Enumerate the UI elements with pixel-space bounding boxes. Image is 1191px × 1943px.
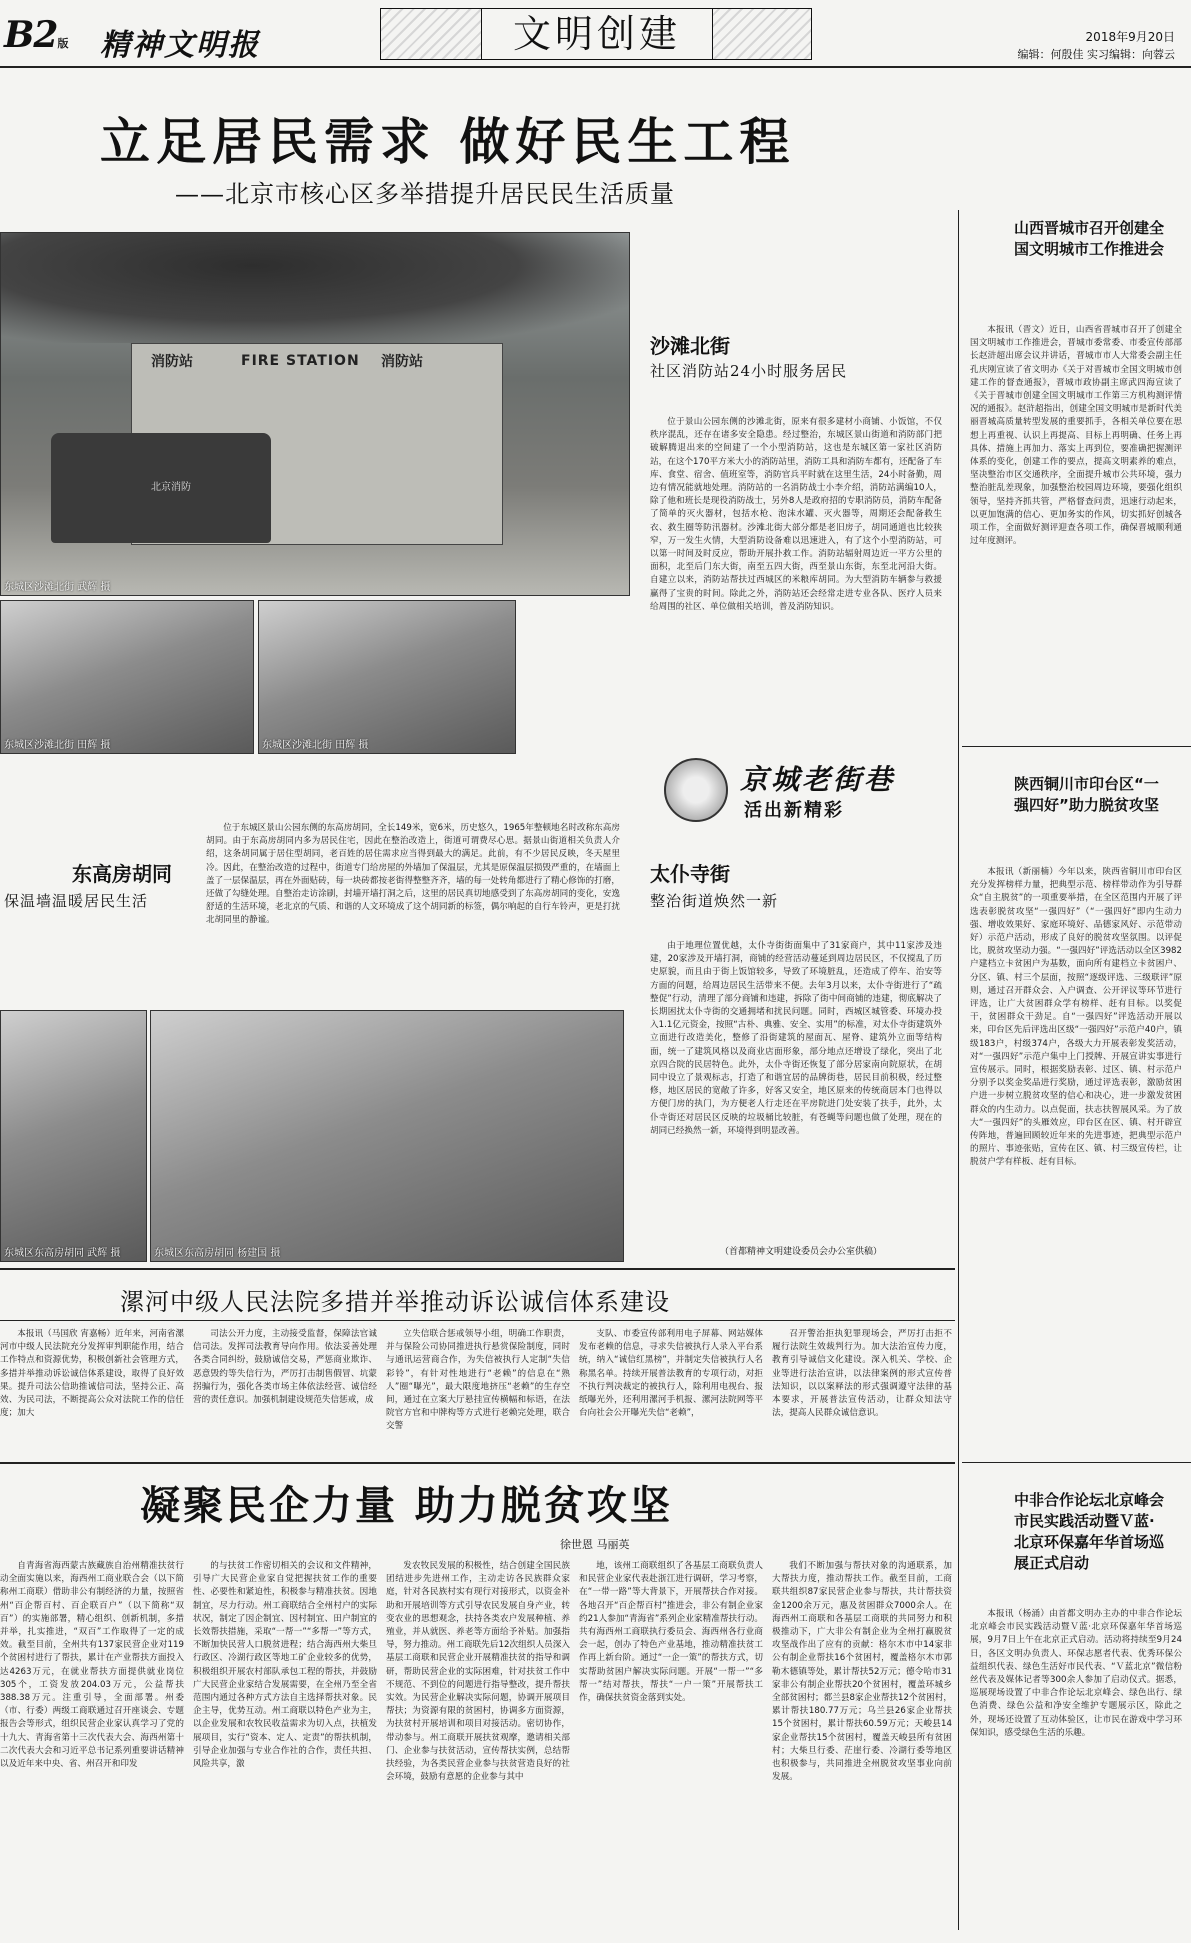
logo-subtitle: 活出新精彩 — [744, 800, 844, 821]
masthead-rule — [0, 66, 1191, 68]
logo-title: 京城老街巷 — [740, 763, 896, 796]
editors: 编辑：何殷佳 实习编辑：向蓉云 — [1017, 48, 1175, 61]
court-col-5: 召开警治拒执犯罪现场会，严厉打击拒不履行法院生效裁判行为。加大法治宣传力度，教育引导诚信文化建设。深入机关、学校、企业等进行法治宣讲，以法律案例的形式宣传普法知识，以以案释法的形式强调遵守法律的基本要求，开展普法宣传活动，让群众知法守法，提高人民群众诚信意识。 — [772, 1329, 952, 1419]
court-bottom-rule — [0, 1462, 955, 1464]
sidebar-divider — [958, 210, 959, 1930]
sidebar-title-2: 陕西铜川市印台区“一强四好”助力脱贫攻坚 — [1014, 775, 1159, 814]
court-headline-rule — [0, 1320, 955, 1321]
page-code: B2版 — [4, 14, 68, 56]
court-col-1: 本报讯（马国欣 宵嘉畅）近年来，河南省漯河市中级人民法院充分发挥审判职能作用，结合工作特点和资源优势，积极创新社会管理方式，多措并举推动诉讼诚信体系建设，取得了良好效果。提升司法公信助推诚信司法，坚持公正、高效、为民司法，不断提高公众对法院工作的信任度；加大 — [0, 1329, 184, 1419]
photo-caption: 东城区东高房胡同 杨建国 摄 — [154, 1248, 281, 1259]
poverty-col-1: 自青海省海西蒙古族藏族自治州精准扶贫行动全面实施以来，海西州工商业联合会（以下简称州工商联）借助非公有制经济的力量，按照省州“百企帮百村、百企联百户”（以下简称“双百”）的实施部署，精心组织、创新机制，多措并举，扎实推进，“双百”工作取得了一定的成效。截至目前，全州共有137家民营企业对119个贫困村进行了帮扶，累计在产业帮扶方面投入达4263万元，在就业帮扶方面提供就业岗位305个，工资发放204.03万元，公益帮扶388.38万元。注重引导，全面部署。州委（市、行委）两级工商联通过召开座谈会、专题报告会等形式，组织民营企业家认真学习了党的十九大、青海省第十三次代表大会、海西州第十二次代表大会和习近平总书记系列重要讲话精神以及近年来中央、省、州召开和印发 — [0, 1561, 184, 1770]
section-band — [380, 8, 812, 60]
tree-canopy — [1, 233, 629, 343]
story-donggaofang-body: 位于东城区景山公园东侧的东高房胡同，全长149米，宽6米，历史悠久，1965年整顿地名时改称东高房胡同。由于东高房胡同内多为居民住宅，因此在整治改造上，街道可谓费尽心思。据景山街道相关负责人介绍，这条胡同属于居住型胡同，老百姓的居住需求应当得到最大的满足。此前，有不少居民反映，冬天屋里冷。因此，在整治改造的过程中，街道专门给房屋的外墙加了保温层，尤其是原保温层损毁严重的，在墙面上盖了一层保温层，再在外面贴砖，每一块砖都按老街得整整齐齐，墙的每一处转角都进行了精心修饰的打磨，还做了勾缝处理。自整治走访涂刷，封墙开墙打洞之后，这里的居民真切地感受到了东高房胡同的变化，安逸舒适的生活环境，老北京的气质、和谐的人文环境成了这个胡同新的标签，偶尔响起的自行车铃声，更是打扰北胡同里的静谧。 — [206, 823, 620, 926]
poverty-byline: 徐世恩 马丽英 — [560, 1538, 630, 1551]
photo-caption: 东城区沙滩北街 武辉 摄 — [4, 582, 111, 593]
poverty-col-3: 发农牧民发展的积极性，结合创建全国民族团结进步先进州工作，主动走访各民族群众家庭，针对各民族村实有现行对接形式，以资金补助和开展培训等方式引导农民发展自身产业，转变农业的思想观念，扶持各类农户发展种植、养殖业，并从就医、养老等方面给予补贴。加强指导，努力推动。州工商联先后12次组织人员深入基层工商联和民营企业开展精准扶贫的指导和调研，帮助民营企业的实际困难，针对扶贫工作中不规范、不到位的问题进行指导整改，提升帮扶实效。为民营企业解决实际问题，协调开展项目帮扶；为资源有限的贫困村，协调多方面资源，为扶贫村开展培训和项目对接活动。密切协作，带动参与。州工商联开展扶贫观摩，邀请相关部门、企业参与扶贫活动，宣传帮扶实例，总结帮扶经验，为各类民营企业参与扶贫营造良好的社会环境，鼓励有意愿的企业参与其中 — [386, 1561, 570, 1783]
sidebar-body-1: 本报讯（晋文）近日，山西省晋城市召开了创建全国文明城市工作推进会，晋城市委常委、市委宣传部部长赵浒超出席会议并讲话，晋城市市人大常委会副主任孔庆刚宣读了省文明办《关于对晋城市全国文明城市创建工作的督查通报》，晋城市政协副主席武四海宣读了《关于晋城市创建全国文明城市工作第三方机构测评情况的通报》。赵浒超指出，创建全国文明城市是新时代美丽晋城高质量转型发展的重要抓手，各相关单位要在思想上再重视、认识上再提高、目标上再明确、任务上再具体、措施上再加力、落实上再到位，要准确把握测评体系的变化，创建工作的要点，提高文明素养的难点，坚决整治市区交通秩序，全面提升城市公共环境，强力整治脏乱差现象，加强整治校园周边环境，要强化组织领导，坚持齐抓共管，严格督查问责，迅速行动起来，以更加饱满的信心、更加务实的作风，切实抓好创城各项工作，全面做好测评迎查各项工作，确保晋城顺利通过年度测评。 — [970, 325, 1182, 547]
photo-shatan-3 — [258, 600, 516, 754]
sidebar-rule-2 — [962, 1462, 1191, 1463]
poverty-col-2: 的与扶贫工作密切相关的会议和文件精神，引导广大民营企业家自觉把握扶贫工作的重要性、必要性和紧迫性，积极参与精准扶贫。因地制宜，尽力行动。州工商联结合全州村户的实际状况，制定了因企制宜、因村制宜、田户制宜的长效帮扶措施，采取“一帮一”“多帮一”等方式，不断加快民营人口脱贫进程；结合海西州大柴旦行政区、冷湖行政区等地工矿企业较多的优势，积极组织开展农村部队承包工程的帮扶，并鼓励广大民营企业家结合发展需要，在全州乃至全省范围内通过各种方式方法自主选择帮扶对象。民企主导，优势互动。州工商联以特色产业为主，以企业发展和农牧民收益需求为切入点，扶植发展项目，实行“资本、定人、定责”的帮扶机制，引导企业加强与专业合作社的合作，责任共担、风险共享，激 — [193, 1561, 377, 1770]
truck-plate: 北京消防 — [151, 482, 191, 493]
poverty-headline: 凝聚民企力量 助力脱贫攻坚 — [140, 1483, 673, 1529]
photo-caption: 东城区沙滩北街 田辉 摄 — [262, 740, 369, 751]
laojiexiang-logo — [664, 758, 728, 822]
station-sign-en: FIRE STATION — [241, 353, 360, 369]
court-headline: 漯河中级人民法院多措并举推动诉讼诚信体系建设 — [120, 1288, 670, 1316]
story-taipusi-subtitle: 整治街道焕然一新 — [650, 892, 779, 910]
court-col-4: 支队、市委宣传部利用电子屏幕、网站媒体发布老赖的信息，寻求失信被执行人录入平台系统，纳入“诚信红黑榜”，并制定失信被执行人名称黑名单。持续开展普法教育的专项行动，对拒不执行判决裁定的被执行人，除利用电视台、报纸曝光外，还利用漯河手机报、漯河法院网等平台向社会公开曝光失信“老赖”， — [579, 1329, 763, 1419]
photo-caption: 东城区东高房胡同 武辉 摄 — [4, 1248, 121, 1259]
issue-date: 2018年9月20日 — [1085, 30, 1175, 44]
sidebar-title-3: 中非合作论坛北京峰会市民实践活动暨Ｖ蓝·北京环保嘉年华首场巡展正式启动 — [1014, 1491, 1165, 1572]
station-sign-right: 消防站 — [381, 354, 423, 370]
story-shatan-title: 沙滩北街 — [650, 334, 730, 358]
story-shatan-subtitle: 社区消防站24小时服务居民 — [650, 362, 848, 380]
poverty-col-5: 我们不断加强与帮扶对象的沟通联系，加大帮扶力度，推动帮扶工作。截至目前，工商联共组织87家民营企业参与帮扶，共计帮扶资金1200余万元，惠及贫困群众7000余人。在海西州工商联和各基层工商联的共同努力和积极推动下，广大非公有制企业为全州打赢脱贫攻坚战作出了应有的贡献：格尔木市中14家非公有制企业帮扶16个贫困村，覆盖格尔木市郭勒木德镇等处，累计帮扶52万元；德令哈市31家非公有制企业帮扶20个贫困村，覆盖环城乡全部贫困村；都兰县8家企业帮扶12个贫困村，累计帮扶180.77万元；乌兰县26家企业帮扶15个贫困村，累计帮扶60.59万元；天峻县14家企业帮扶15个贫困村，覆盖天峻县所有贫困村；大柴旦行委、茫崖行委、冷湖行委等地区也积极参与，共同推进全州脱贫攻坚事业向前发展。 — [772, 1561, 952, 1783]
court-col-3: 立失信联合惩戒领导小组，明确工作职责，并与保险公司协同推进执行悬赏保险制度，同时与通讯运营商合作，为失信被执行人定制“失信彩铃”，有针对性地进行“老赖”的信息在“熟人”圈“曝光”，最大限度地挤压“老赖”的生存空间，通过在立案大厅悬挂宣传横幅和标语，在法院官方官和中牌构等方式进行老赖完处理，联合交警 — [386, 1329, 570, 1432]
sidebar-body-2: 本报讯（新丽楠）今年以来，陕西省铜川市印台区充分发挥榜样力量，把典型示范、榜样带动作为引导群众“自主脱贫”的一项重要举措，在全区范围内开展了评选表彰脱贫攻坚“一强四好”（“一强四好”即内生动力强、增收效果好、家庭环境好、品德家风好、示范带动好）示范户活动，形成了良好的脱贫攻坚氛围。以评促比，脱贫攻坚动力强。“一强四好”评选活动以全区3982户建档立卡贫困户为基数，面向所有建档立卡贫困户、分区、镇、村三个层面，按照“逐级评选、三级联评”原则，通过召开群众会、入户调查、公开评议等环节进行评选，让广大贫困群众学有榜样、赶有目标。以奖促干，贫困群众干劲足。自“一强四好”评选活动开展以来，印台区先后评选出区级“一强四好”示范户40户，镇级183户，村级374户，各级大力开展表彰发奖活动，对“一强四好”示范户集中上门授牌、开展宣讲实事进行宣传展示。同时，根据奖励表彰、过区、镇、村示范户分别予以奖金奖品进行奖励，通过评选表彰，激励贫困户进一步树立脱贫攻坚的信心和决心，进一步激发贫困群众的内生动力。以点促面，扶志扶智展风采。为了放大“一强四好”的头雁效应，印台区在区、镇、村开辟宣传阵地，普遍回顾较近年来的先进事迹，把典型示范户的照片、事迹张贴，宣传在区、镇、村三级宣传栏，让脱贫户学有样板、赶有目标。 — [970, 867, 1182, 1168]
lead-subheadline: ——北京市核心区多举措提升居民民生活质量 — [175, 180, 675, 208]
lead-bottom-rule — [0, 1268, 955, 1270]
photo-donggaofang-2 — [150, 1010, 624, 1262]
story-taipusi-credit: （首都精神文明建设委员会办公室供稿） — [720, 1247, 883, 1257]
story-taipusi-title: 太仆寺街 — [650, 862, 730, 886]
section-title: 文明创建 — [481, 9, 713, 59]
main-photo — [0, 232, 630, 596]
sidebar-title-1: 山西晋城市召开创建全国文明城市工作推进会 — [1014, 219, 1165, 258]
sidebar-body-3: 本报讯（杨涌）由首都文明办主办的中非合作论坛北京峰会市民实践活动暨Ｖ蓝·北京环保嘉年华首场巡展，9月7日上午在北京正式启动。活动将持续至9月24日，各区文明办负责人、环保志愿者代表、优秀环保公益组织代表、绿色生活好市民代表、“Ｖ蓝北京”微信粉丝代表及媒体记者等300余人参加了启动仪式。据悉，巡展现场设置了中非合作论坛北京峰会、绿色出行、绿色消费、绿色公益和净安全维护专题展示区，除此之外，现场还设置了互动体验区，让市民在游戏中学习环保知识，感受绿色生活的乐趣。 — [970, 1609, 1182, 1738]
photo-shatan-2 — [0, 600, 254, 754]
story-taipusi-body: 由于地理位置优越，太仆寺街街面集中了31家商户，其中11家涉及违建，20家涉及开墙打洞，商铺的经营活动蔓延到周边居民区，不仅搅乱了历史原貌，而且由于街上饭馆较多，导致了环境脏乱，还造成了停车、治安等方面的问题，给周边居民生活带来不便。去年3月以来，太仆寺街进行了“疏整促”行动，清理了部分商铺和违建，拆除了街中间商铺的违建，彻底解决了长期困扰太仆寺街的交通拥堵和扰民问题。同时，西城区城管委、环境办投入1.1亿元资金，按照“古朴、典雅、安全、实用”的标准，对太仆寺街建筑外立面进行改造美化，整修了沿街建筑的屋面瓦、屋脊、建筑外立面等结构面，统一了建筑风格以及商业店面形象，部分地点还增设了绿化，突出了北京四合院的民居特色。此外，太仆寺街还恢复了部分居家南向院原状，在胡同中设立了景观标志，打造了和谐宜居的品牌街巷，居民目前积极，经过整修，地区居民的宽敞了许多，好客又安全，地区原来的传统商居本门也得以方便门房的执门，为方便老人行走还在平房院进门处安装了扶手，此外，太仆寺街还对居民区反映的垃圾桶比较脏，有苍蝇等问题也做了处理，现在的胡同已经换然一新，环境得到明显改善。 — [650, 941, 942, 1136]
photo-donggaofang-1 — [0, 1010, 147, 1262]
paper-name: 精神文明报 — [100, 28, 260, 63]
story-shatan-body: 位于景山公园东侧的沙滩北街，原来有很多建材小商铺、小饭馆，不仅秩序混乱，还存在诸多安全隐患。经过整治，东城区景山街道和消防部门把破解腾退出来的空间建了一个小型消防站，这也是东城区第一家社区消防站，在这个170平方米大小的消防站里，消防工具和消防车都有，还配备了车库、食堂、宿舍、值班室等，消防官兵平时就在这里生活，24小时备勤，周边有情况能就地处理。消防站的一名消防战士小李介绍，消防站满编10人，除了他和班长是现役消防战士，另外8人是政府招的专职消防员，消防车配备了简单的灭火器材，包括水枪、泡沫水罐、灭火器等，周期还会配备救生衣、救生圈等防汛器材。沙滩北街大部分都是老旧房子，胡同通道也比较狭窄，万一发生火情，大型消防设备难以迅速进入，有了这个小型消防站，可以第一时间及时反应，帮助开展扑救工作。消防站辐射周边近一平方公里的面积，北至后门东大街，南至五四大街，西至景山东街，东至北河沿大街。自建立以来，消防站帮扶过西城区的米粮库胡同。为大型消防车辆参与救援赢得了宝贵的时间。除此之外，消防站还会经常走进专业各队、医疗人员来给周围的社区、单位做相关培训，普及消防知识。 — [650, 417, 942, 612]
story-donggaofang-title: 东高房胡同 — [72, 862, 172, 886]
poverty-col-4: 地，该州工商联组织了各基层工商联负责人和民营企业家代表赴浙江进行调研，学习考察，在“一带一路”等大背景下，开展帮扶合作对接。各地召开“百企帮百村”推进会，非公有制企业家约21人参加“青海省”系列企业家精准帮扶行动。共有海西州工商联执行委员会、海西州各行业商会一起，创办了特色产业基地，推动精准扶贫工作再上新台阶。通过“一企一策”的帮扶方式，切实帮助贫困户解决实际问题。开展“一帮一”“多帮一”结对帮扶，帮扶“一户一策”开展帮扶工作，确保扶贫资金落到实处。 — [579, 1561, 763, 1704]
station-sign-left: 消防站 — [151, 354, 193, 370]
lead-headline: 立足居民需求 做好民生工程 — [100, 113, 796, 171]
court-col-2: 司法公开力度，主动接受监督，保障法官诚信司法。发挥司法教育导向作用。依法妥善处理各类合同纠纷，鼓励诚信交易，严惩商业欺诈、恶意毁约等失信行为，严厉打击制售假冒、坑蒙拐骗行为，强化各类市场主体依法经营、诚信经营的责任意识。加强机制建设规范失信惩戒，成 — [193, 1329, 377, 1406]
sidebar-rule-1 — [962, 746, 1191, 747]
masthead — [0, 0, 1191, 68]
story-donggaofang-subtitle: 保温墙温暖居民生活 — [4, 892, 149, 910]
photo-caption: 东城区沙滩北街 田辉 摄 — [4, 740, 111, 751]
